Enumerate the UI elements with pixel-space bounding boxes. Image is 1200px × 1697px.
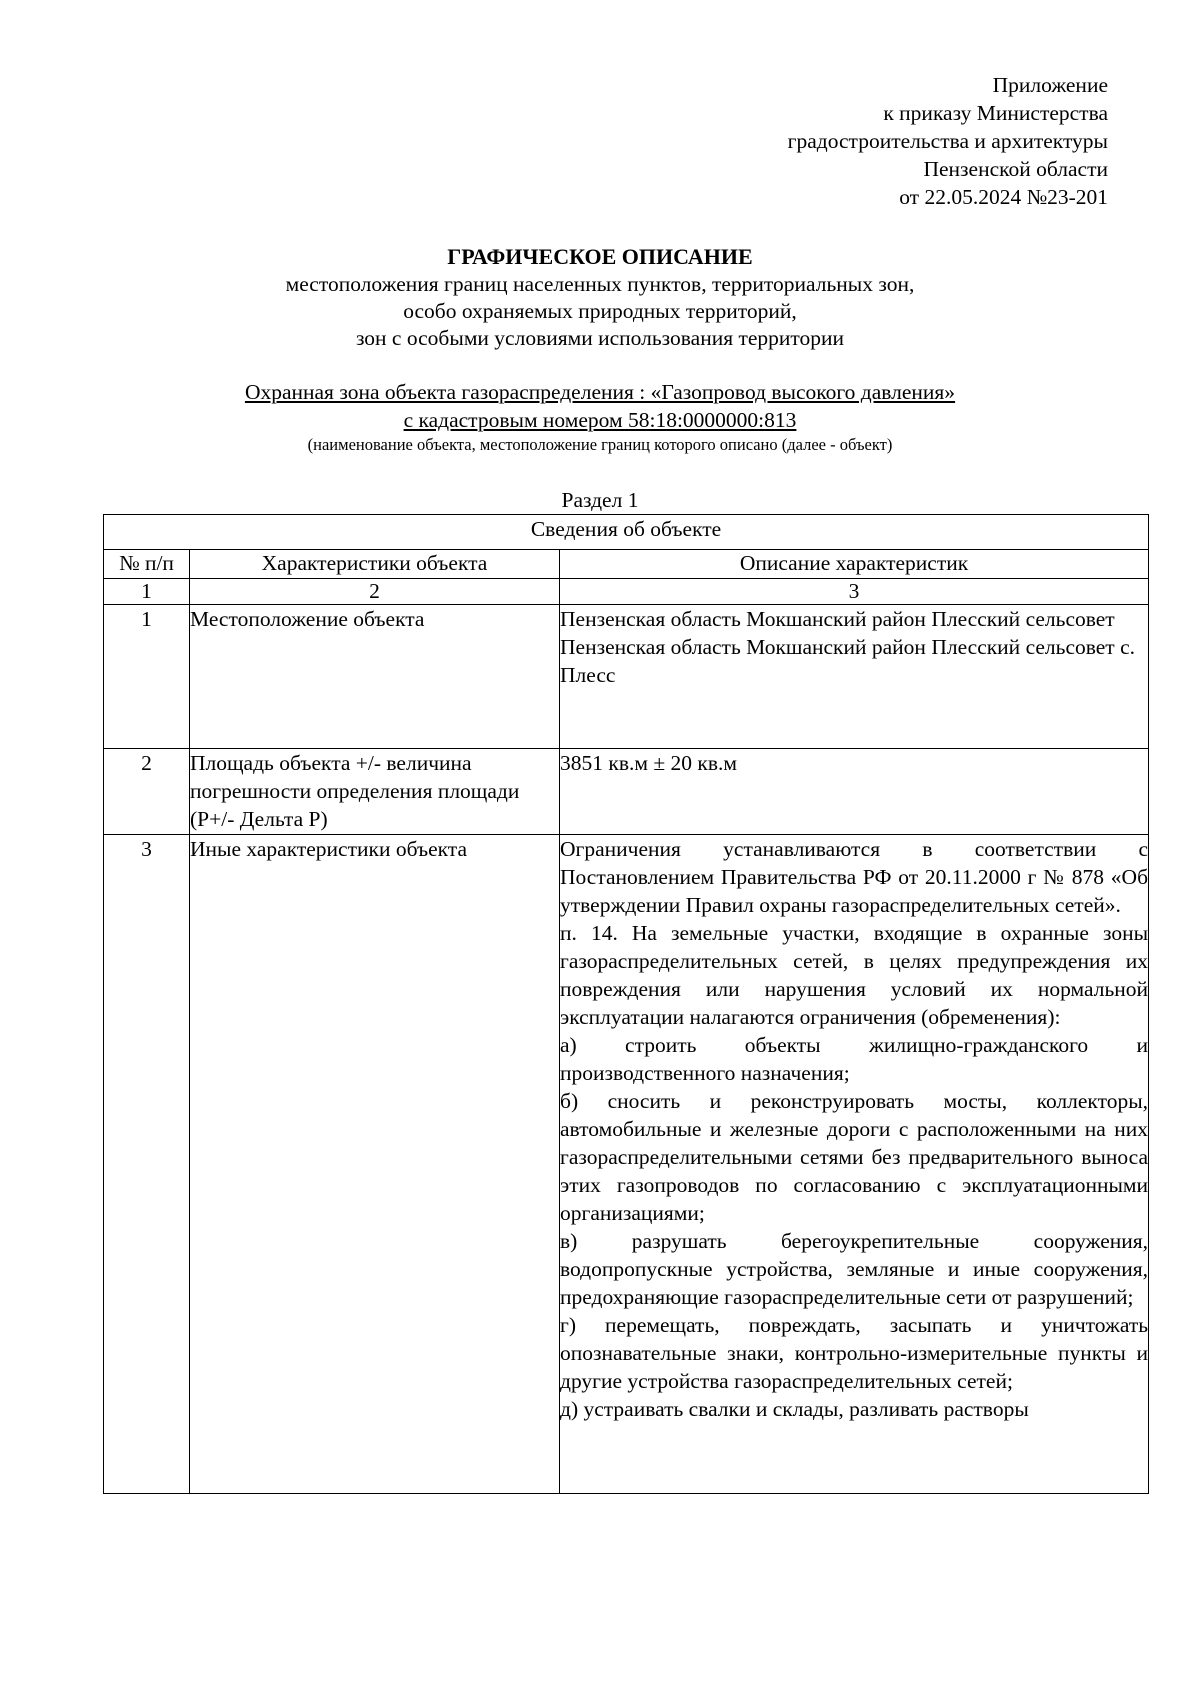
object-name-line: Охранная зона объекта газораспределения : «Газопровод высокого давления» — [244, 380, 956, 404]
document-title: ГРАФИЧЕСКОЕ ОПИСАНИЕ — [447, 244, 753, 269]
appendix-date: от 22.05.2024 №23-201 — [899, 185, 1108, 209]
column-header: Характеристики объекта — [190, 550, 560, 579]
description-paragraph: Пензенская область Мокшанский район Плесский сельсовет — [560, 607, 1115, 631]
description-paragraph: Пензенская область Мокшанский район Плесский сельсовет с. Плесс — [560, 635, 1135, 687]
document-subtitle — [0, 271, 1200, 352]
row-number: 1 — [104, 605, 190, 749]
description-paragraph: Ограничения устанавливаются в соответствии с Постановлением Правительства РФ от 20.11.2000 г № 878 «Об утверждении Правил охраны газораспределительных сетей». — [560, 837, 1149, 917]
row-description — [560, 835, 1149, 1494]
column-number-row — [104, 579, 1149, 605]
table-caption: Сведения об объекте — [104, 515, 1149, 550]
table-caption-row — [104, 515, 1149, 550]
object-name — [0, 378, 1200, 434]
table-header-row — [104, 550, 1149, 579]
description-paragraph: в) разрушать берегоукрепительные сооружения, водопропускные устройства, земляные и иные сооружения, предохраняющие газораспределительные сети от разрушений; — [560, 1229, 1149, 1309]
appendix-line: Приложение — [992, 73, 1108, 97]
column-number: 1 — [104, 579, 190, 605]
section-label: Раздел 1 — [561, 488, 639, 512]
appendix-line: Пензенской области — [923, 157, 1108, 181]
appendix-line: к приказу Министерства — [883, 101, 1108, 125]
description-paragraph: а) строить объекты жилищно-гражданского и производственного назначения; — [560, 1033, 1149, 1085]
column-number: 2 — [190, 579, 560, 605]
appendix-header — [548, 71, 1108, 211]
row-label: Иные характеристики объекта — [190, 835, 560, 1494]
appendix-line: градостроительства и архитектуры — [787, 129, 1108, 153]
description-paragraph: г) перемещать, повреждать, засыпать и уничтожать опознавательные знаки, контрольно-измерительные пункты и другие устройства газораспределительных сетей; — [560, 1313, 1149, 1393]
subtitle-line: зон с особыми условиями использования территории — [355, 326, 845, 350]
subtitle-line: особо охраняемых природных территорий, — [403, 299, 797, 323]
subtitle-line: местоположения границ населенных пунктов, территориальных зон, — [285, 272, 915, 296]
row-description — [560, 749, 1149, 835]
description-paragraph: п. 14. На земельные участки, входящие в охранные зоны газораспределительных сетей, в целях предупреждения их повреждения или нарушения условий их нормальной эксплуатации налагаются ограничения (обременения): — [560, 921, 1149, 1029]
row-label: Местоположение объекта — [190, 605, 560, 749]
row-description — [560, 605, 1149, 749]
column-number: 3 — [560, 579, 1149, 605]
object-caption: (наименование объекта, местоположение границ которого описано (далее - объект) — [307, 435, 893, 454]
row-label: Площадь объекта +/- величина погрешности определения площади (Р+/- Дельта Р) — [190, 749, 560, 835]
table-row — [104, 749, 1149, 835]
description-paragraph: 3851 кв.м ± 20 кв.м — [560, 751, 737, 775]
column-header: № п/п — [104, 550, 190, 579]
row-number: 3 — [104, 835, 190, 1494]
object-cadastral-line: с кадастровым номером 58:18:0000000:813 — [403, 408, 797, 432]
row-number: 2 — [104, 749, 190, 835]
object-info-table — [103, 514, 1149, 1494]
column-header: Описание характеристик — [560, 550, 1149, 579]
table-row — [104, 835, 1149, 1494]
description-paragraph: б) сносить и реконструировать мосты, коллекторы, автомобильные и железные дороги с расположенными на них газораспределительными сетями без предварительного выноса этих газопроводов по согласованию с эксплуатационными организациями; — [560, 1089, 1149, 1225]
description-paragraph: д) устраивать свалки и склады, разливать растворы — [560, 1397, 1029, 1421]
table-row — [104, 605, 1149, 749]
